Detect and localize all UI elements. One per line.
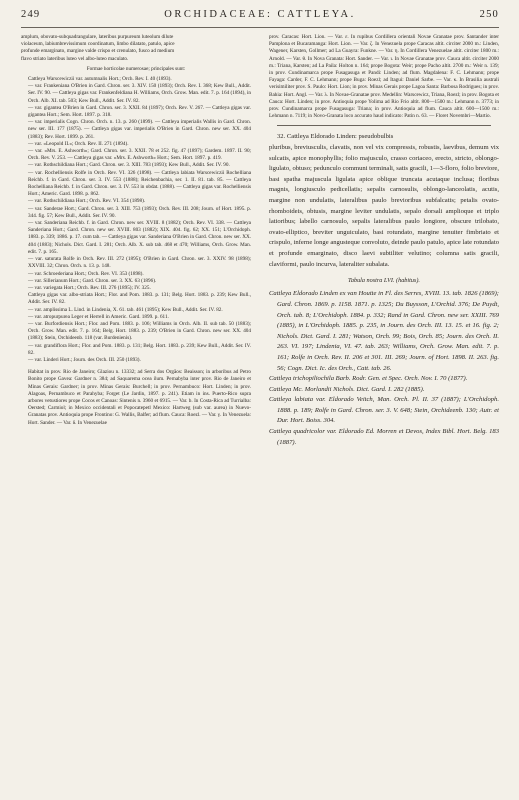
plate-reference: Tabula nostra LVI. (habitus). (348, 277, 420, 285)
forms-heading: Formae horticolae numerosae; principales sunt: (86, 65, 186, 72)
variety-entry: — var. amplissima L. Lind. in Lindenia, X. 61. tab. 461 (1895); Kew Bull., Addit. Ser. IV. 82. (28, 306, 223, 313)
habitat-continued-text: prov. Caracas: Hort. Lion. — Var. ε. In rupibus Cordillera orientali Novae Granatae prov. Santander inter Pamplona et Bucaramanga: Hort. Lion. — Var. ζ. In Venezuela prope Caracas altit. circiter 2000 m.: Linden, Wagener, Karsten, Gollmer; ad La Guayra: Funkne. — Var. η. In Cordillera Venezuelae altit. circiter 1800 m.: Arnold. — Var. θ. In Nova Granata: Hort. Sander. — Var. ι. In Novae Granatae prov. Cauca altit. circiter 2000 m.: Triana, Karsten; ad La Paila: Holton n. 164; prope Bogota: Weir; prope Pacho altit. 2700 m.: Weir n. 139; in prov. Cundinamarca prope Fusagasuga et Pandi: Linden; ad flum. Magdalena: F. C. Lehmann; prope Fayaga: Carder, F. C. Lehmann; prope Buga: Roezl; ad Itagui: Daniel Sarbe. — Var. κ. In Brasilia australi verisimiliter prov. S. Paulo: Hort. Lion; in prov. Minas Gerais prope Lagoa Santa: Barbosa Rodrigues; in prov. Bahia: Hort. Angl. — Var. λ. In Novae-Granatae prov. Medellin: Warscewicz, Triana, Roezl; in prov. Bogota et Cauca: Hort. Linden; in prov. Antioquia prope Yolima ad Rio Frio altit. 800—1500 m.: Lehmann n. 3773; in prov. Cundinamarca prope Fusagasuga: Triana; in prov. Antioquia ad flum. Cauca altit. 600—1500 m.: Lehmann n. 7119; in Novo-Granata loco accurato haud indicato: Patin n. 63. — Floret Novembri—Martio. (269, 34, 499, 120)
variety-entry: — var. «Leopold II.»; Orch. Rev. II. 271 (1894). (28, 140, 129, 147)
section-divider (277, 125, 491, 126)
variety-entry: — var. Frankeniana O'Brien in Gard. Chron. ser. 3. XIV. 150 (1893); Orch. Rev. I. 368; Kew Bull., Addit. Ser. IV. 90. — Cattleya gigas var. Frankenfeldiana H. Williams, Orch. Grow. Man. edit. 7. p. 164 (1894), in Orch. Alb. XI. tab. 503; Kew Bull., Addit. Ser. IV. 82. (28, 83, 251, 104)
variety-entry: Cattleya gigas var. albo-striata Hort.; Flor. and Pom. 1883. p. 131; Belg. Hort. 1883. p. 239; Kew Bull., Addit. Ser. IV. 82. (28, 292, 251, 306)
synonym-entry: Cattleya quadricolor var. Eldorado Ed. Morren et Devos, Index Bibl. Hort. Belg. 183 (1887). (269, 428, 499, 446)
variety-entry: — var. gigantea O'Brien in Gard. Chron. ser. 3. XXII. 84 (1897); Orch. Rev. V. 267. — Cattleya gigas var. gigantea Hort.; Sem. Hort. 1897. p. 318. (28, 104, 251, 119)
variety-entry: Cattleya Warscewiczii var. autumnalis Hort.; Orch. Rev. I. 40 (1893). (28, 76, 172, 83)
variety-entry: — var. saturata Rolfe in Orch. Rev. III. 272 (1895); O'Brien in Gard. Chron. ser. 3. XXIV. 98 (1898); XXVIII. 32; Chron. Orch. n. 13. p. 148. (28, 256, 251, 270)
variety-entry: — var. Rothschildiana Hort.; Gard. Chron. ser. 3. XIII. 783 (1893); Kew Bull., Addit. Ser. IV. 90. (28, 162, 230, 169)
species-description: pluribus, breviusculis, clavatis, non vel vix compressis, robustis, laevibus, demum vix sulcatis, apice monophyllis; folio majusculo, crasso coriaceo, erecto, stricto, oblongo-ligulato, obtuso; pedunculo communi terminali, satis gracili, 1—3-floro, folio breviore, basi spatha majuscula ligulata apice oblique truncata acutaque inclusa; floribus magnis, longiusculo pedicellatis; sepalis carnosulis, oblongo-lanceolatis, acutis, margine non undulatis, lateralibus paulo brevioribus subfalcatis; petalis ovato-rhomboideis, obtusis, margine leviter undulatis, sepalo dorsali amplioque et triplo latioribus; labello carnosulo, sepalis lateralibus paulo longiore, obscure trilobato, ovato-elliptico, breviter unguiculato, basi rotundato, margine tenuiter fimbriato et crispulo, inferne longe angusteque convoluto, deinde paulo patulo, apice late rotundato et profunde emarginato, disco laevi subtiliter velutino; columna satis gracili, claviformi, paulo incurva, lateraliter subalata. (269, 144, 500, 268)
page-number-left: 249 (21, 9, 41, 20)
variety-entry: — var. Burfordiensis Hort.; Flor. and Pom. 1883. p. 106; Williams in Orch. Alb. II. sub tab. 50 (1883); Orch. Grow. Man. edit. 7. p. 164; Belg. Hort. 1883. p. 239; O'Brien in Gard. Chron. new ser. XX. 404 (1883); Stein, Orchideenb. 118 (var. Burdenienis). (28, 320, 251, 342)
running-title: ORCHIDACEAE: CATTLEYA. (164, 9, 356, 20)
synonym-entry: Cattleya labiata var. Eldorado Veitch, Man. Orch. Pl. II. 37 (1887); L'Orchidoph. 1888. p. 189; Rolfe in Gard. Chron. ser. 3. V. 648; Stein, Orchideenb. 130; Autr. et Dur. Hort. Boiss. 304. (269, 396, 499, 425)
variety-entry: — var. Rochelliensis Rolfe in Orch. Rev. VI. 326 (1898). — Cattleya labiata Warscewiczii Rochelliana Reichb. f. in Gard. Chron. ser. 3. IV. 553 (1888); Reichenbachia, ser. 1. II. 81. tab. 85. — Cattleya Rochelliana Reichb. f. in Gard. Chron. ser. 3. IV. 553 in obdat. (1888). — Cattleya gigas var. Rochelliensis Hort.; Americ. Gard. 1898. p. 862. (28, 169, 251, 198)
two-column-body (21, 34, 499, 448)
description-text: profunde emarginato, margine valde crispo et crenulato, fusco ad medium (21, 48, 175, 55)
right-column (269, 34, 499, 448)
left-column (21, 34, 251, 448)
description-text: violaceum, labiumbrevissimum coordinatum, limbo dilatato, patulo, apice (21, 41, 175, 48)
variety-entry: — var. Sillerianum Hort.; Gard. Chron. ser. 3. XX. 63 (1896). (28, 277, 157, 284)
page-number-right: 250 (479, 9, 499, 20)
running-header (21, 9, 499, 28)
synonym-entry: Cattleya Mc. Morlandii Nichols. Dict. Gard. I. 282 (1885). (269, 385, 425, 393)
variety-entry: — var. Schroederiana Hort.; Orch. Rev. VI. 353 (1898). (28, 270, 144, 277)
variety-entry: — var. Sanderae Hort.; Gard. Chron. ser. 3. XIII. 753 (1893); Orch. Rev. III. 208; Journ. of Hort. 1895. p. 344. fig. 57; Kew Bull., Addit. Ser. IV. 90. (28, 205, 251, 219)
variety-entry: — var. grandiflora Hort.; Flor. and Pom. 1883. p. 131; Belg. Hort. 1883. p. 239; Kew Bull., Addit. Ser. IV. 82. (28, 342, 251, 356)
variety-entry: — var. atropurpurea Leger et Herrell in Americ. Gard. 1899. p. 611. (28, 313, 169, 320)
species-heading: 32. Cattleya Eldorado Linden: pseudobulbis (277, 133, 394, 141)
variety-entry: — var. «Mrs. E. Ashworth»; Gard. Chron. ser. 3. XXII. 78 et 252. fig. 47 (1897); Gardem. 1897. II. 90; Orch. Rev. V. 253. — Cattleya gigas var. «Mrs. E. Ashworth» Hort.; Sem. Hort. 1897. p. 419. (28, 148, 251, 162)
synonym-entry: Cattleya trichopiliochila Barb. Rodr. Gen. et Spec. Orch. Nov. I. 70 (1877). (269, 375, 468, 383)
variety-entry: — var. Rothschildiana Hort.; Orch. Rev. VI. 354 (1898). (28, 198, 146, 205)
variety-entry: — var. Sanderiana Reichb. f. in Gard. Chron. new ser. XVIII. 8 (1882); Orch. Rev. VI. 338. — Cattleya Sanderiana Hort.; Gard. Chron. new ser. XVIII. 803 (1882); XIX. 404. fig. 62; XX. 151; L'Orchidoph. 1883. p. 339; 1886. p. 17. cum tab. — Cattleya gigas var. Sanderiana O'Brien in Gard. Chron. new ser. XX. 404 (1883); Nichols. Dict. Gard. I. 281; Orch. Alb. X. sub tab. 468 et 470; Williams, Orch. Grow. Man. edit. 7. p. 165. (28, 220, 251, 255)
description-text: flavo striato lateribus luteo vel albo-luteo maculato. (21, 55, 129, 62)
variety-entry: — var. imperialis Cogn. Chron. Orch. n. 13. p. 260 (1899). — Cattleya imperialis Wallis in Gard. Chron. new ser. III. 177 (1875). — Cattleya gigas var. imperialis O'Brien in Gard. Chron. new ser. XX. 404 (1883); Rev. Hort. 1899. p. 261. (28, 119, 251, 140)
synonym-entry: Cattleya Eldorado Linden ex van Houtte in Fl. des Serres, XVIII. 13. tab. 1826 (1869); Gard. Chron. 1869. p. 1158. 1871. p. 1325; Du Buysson, L'Orchid. 376; De Puydt, Orch. tab. 8; L'Orchidoph. 1884. p. 332; Rand in Gard. Chron. new ser. XXIII. 769 (1885), in L'Orchidoph. 1885. p. 235, in Journ. des Orch. III. 13. 15. et 16. fig. 2; Nichols. Dict. Gard. I. 281; Watson, Orch. 99; Bois, Orch. 85; Journ. des Orch. II. 263. VI. 197; Lindenia, VI. 47. tab. 263; Williams, Orch. Grow. Man. edit. 7. p. 161; Rolfe in Orch. Rev. II. 206 et 301. III. 269; Journ. of Hort. 1898. II. 263. fig. 56; Cogn. Dict. Ic. des Orch., Catt. tab. 26. (269, 290, 499, 372)
description-text: amplum, obovato-subquadrangulare, lateribus purpureum luteolum dilute (21, 34, 174, 40)
variety-entry: — var. variegata Hort.; Orch. Rev. III. 276 (1895); IV. 325. (28, 284, 151, 291)
variety-entry: — var. Linderi Hort.; Journ. des Orch. III. 250 (1893). (28, 356, 141, 363)
habitat-text: Habitat in prov. Rio de Janeiro; Glaziou n. 13332; ad Serra dos Orgãos: Beaisson; in arboribus ad Petro Bonito prope Gavea: Gardner n. 384; ad Saquarema ocea ilum. Pernabyba inter prov. Rio de Janeiro et Minas Gerais: Gardner; in prov. Minas Gerais: Burchell; in prov. Pernambuco: Hort. Linden; in prov. Alagoas, Pernambuco et Parahyba; Forget (Le Jardin, 1897. p. 241). Etiam in ins. Puerto-Rico supra arbores vetustiores prope Cocos et Canoas: Sintenis n. 3960 et 6915. — Var. b. In Costa-Rica ad Turrialba: Oersted; Carmiol; in Mexico occidentali et Popocatepetl Mexico: Hartweg (sub var. aurea) in Nuevo-Granatas prov. Antioquia prope Frontino: G. Wallis, Balfer; ad flum. Cauca: Roezl. — Var. γ. In Venezuela: Hort. Sander. — Var. δ. In Venezuelae (28, 369, 251, 426)
